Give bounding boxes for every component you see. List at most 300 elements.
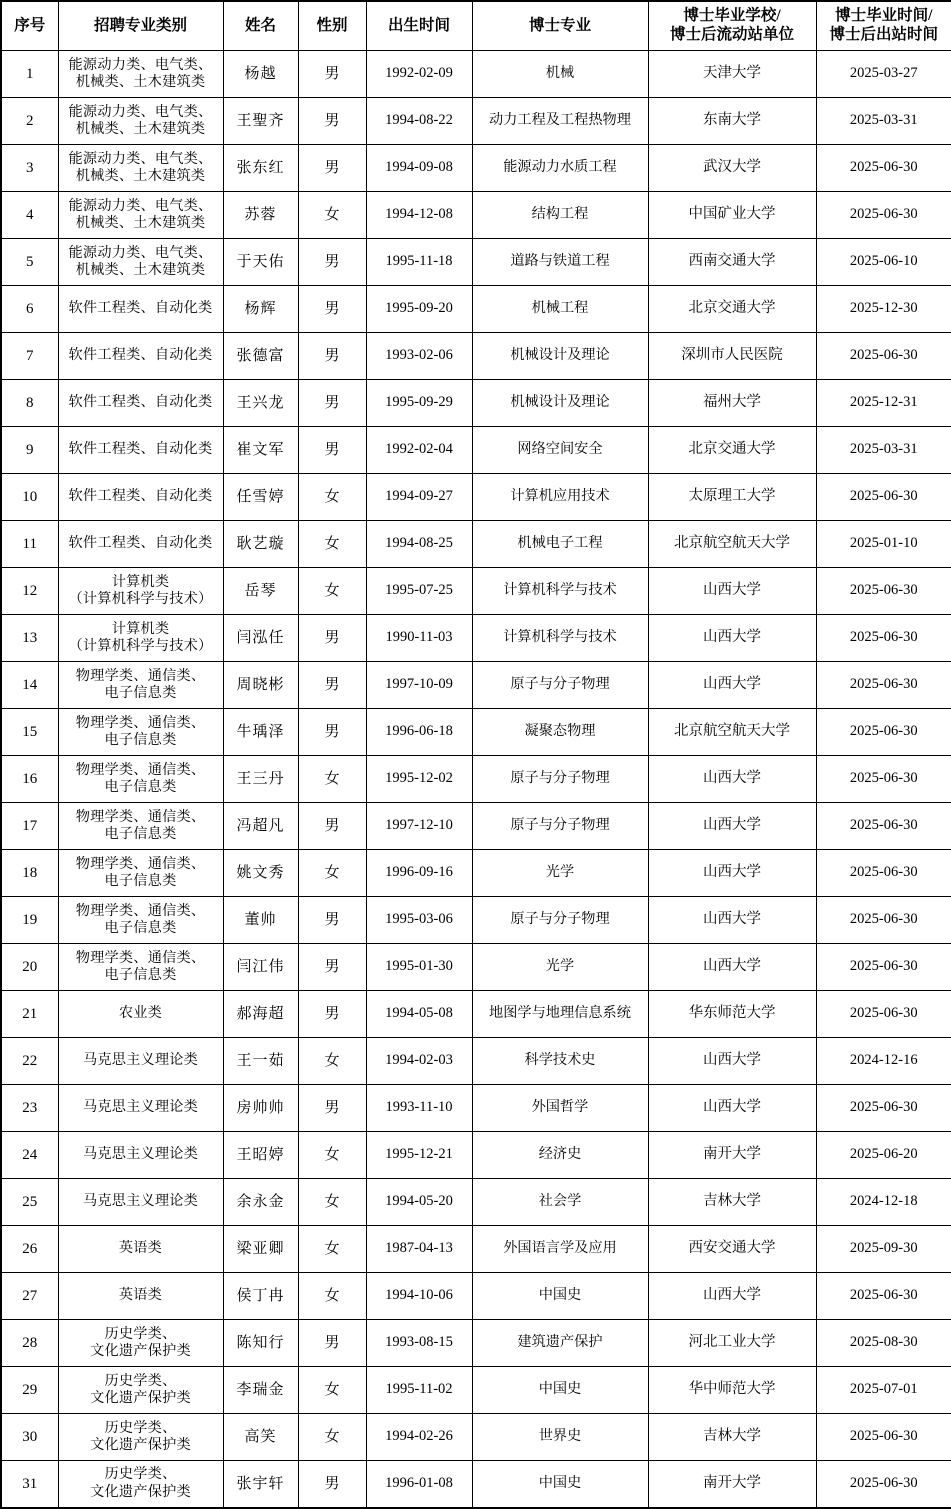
cell-category: [58, 333, 223, 380]
cell-gender: 女: [298, 192, 366, 239]
cell-name: 冯超凡: [223, 803, 298, 850]
cell-name: 侯丁冉: [223, 1273, 298, 1320]
cell-name: 牛瑀泽: [223, 709, 298, 756]
cell-category-line2: （计算机科学与技术）: [68, 591, 213, 607]
cell-major: 机械电子工程: [472, 521, 648, 568]
column-header-school-label-line1: 博士毕业学校/: [683, 7, 781, 25]
table-row: [1, 944, 951, 991]
column-header-name: [223, 1, 298, 51]
cell-category-line1: 能源动力类、电气类、: [68, 56, 213, 73]
cell-major: 机械设计及理论: [472, 380, 648, 427]
cell-category-line1: 历史学类、: [104, 1325, 177, 1342]
cell-major: 机械工程: [472, 286, 648, 333]
cell-birth-date: 1995-09-29: [366, 380, 472, 427]
cell-category: [58, 380, 223, 427]
cell-school: 河北工业大学: [648, 1320, 816, 1367]
cell-category: [58, 239, 223, 286]
cell-school: 福州大学: [648, 380, 816, 427]
cell-category-line2: 机械类、土木建筑类: [75, 215, 206, 231]
table-row: [1, 1132, 951, 1179]
cell-birth-date: 1995-12-21: [366, 1132, 472, 1179]
table-row: [1, 1414, 951, 1461]
cell-name: 杨越: [223, 51, 298, 98]
table-row: [1, 615, 951, 662]
cell-gender: 男: [298, 98, 366, 145]
cell-name: 高笑: [223, 1414, 298, 1461]
table-row: [1, 803, 951, 850]
cell-birth-date: 1994-05-08: [366, 991, 472, 1038]
cell-category: [58, 192, 223, 239]
cell-category-line1: 历史学类、: [104, 1419, 177, 1436]
column-header-school-label-line2: 博士后流动站单位: [669, 26, 794, 43]
cell-school: 南开大学: [648, 1461, 816, 1508]
cell-gender: 男: [298, 427, 366, 474]
cell-graduation-date: 2025-06-30: [816, 662, 951, 709]
cell-category-line1: 物理学类、通信类、: [75, 808, 206, 825]
cell-major: 地图学与地理信息系统: [472, 991, 648, 1038]
cell-category-line1: 马克思主义理论类: [82, 1193, 199, 1210]
cell-category: [58, 803, 223, 850]
column-header-category-label: 招聘专业类别: [93, 16, 187, 34]
table-row: [1, 756, 951, 803]
table-row: [1, 98, 951, 145]
cell-major: 光学: [472, 850, 648, 897]
cell-major: 科学技术史: [472, 1038, 648, 1085]
cell-birth-date: 1994-12-08: [366, 192, 472, 239]
cell-birth-date: 1995-03-06: [366, 897, 472, 944]
cell-school: 北京交通大学: [648, 427, 816, 474]
cell-school: 西南交通大学: [648, 239, 816, 286]
table-row: [1, 51, 951, 98]
cell-category-line1: 马克思主义理论类: [82, 1146, 199, 1163]
cell-category-line1: 能源动力类、电气类、: [68, 103, 213, 120]
cell-school: 山西大学: [648, 944, 816, 991]
column-header-school: [648, 1, 816, 51]
cell-gender: 男: [298, 991, 366, 1038]
cell-gender: 女: [298, 850, 366, 897]
cell-school: 山西大学: [648, 1085, 816, 1132]
cell-birth-date: 1995-07-25: [366, 568, 472, 615]
cell-category-line1: 英语类: [118, 1287, 163, 1304]
table-row: [1, 380, 951, 427]
cell-graduation-date: 2025-06-30: [816, 991, 951, 1038]
cell-major: 中国史: [472, 1461, 648, 1508]
cell-graduation-date: 2025-06-10: [816, 239, 951, 286]
cell-birth-date: 1997-12-10: [366, 803, 472, 850]
cell-category-line1: 计算机类: [111, 620, 170, 637]
cell-name: 岳琴: [223, 568, 298, 615]
cell-name: 姚文秀: [223, 850, 298, 897]
cell-school: 山西大学: [648, 568, 816, 615]
cell-name: 陈知行: [223, 1320, 298, 1367]
cell-category-line1: 软件工程类、自动化类: [68, 488, 213, 505]
cell-index: 28: [1, 1320, 58, 1367]
cell-graduation-date: 2025-06-30: [816, 1085, 951, 1132]
cell-name: 杨辉: [223, 286, 298, 333]
cell-major: 光学: [472, 944, 648, 991]
column-header-index-label: 序号: [14, 16, 46, 34]
cell-category: [58, 1226, 223, 1273]
cell-category-line2: 电子信息类: [104, 826, 177, 842]
table-row: [1, 427, 951, 474]
cell-gender: 男: [298, 286, 366, 333]
cell-index: 17: [1, 803, 58, 850]
cell-index: 3: [1, 145, 58, 192]
cell-gender: 女: [298, 1226, 366, 1273]
cell-gender: 男: [298, 333, 366, 380]
table-row: [1, 1085, 951, 1132]
cell-index: 15: [1, 709, 58, 756]
cell-index: 21: [1, 991, 58, 1038]
cell-graduation-date: 2025-06-30: [816, 333, 951, 380]
cell-name: 董帅: [223, 897, 298, 944]
cell-category-line1: 物理学类、通信类、: [75, 761, 206, 778]
table-row: [1, 145, 951, 192]
cell-category-line2: 文化遗产保护类: [90, 1437, 191, 1453]
cell-graduation-date: 2025-07-01: [816, 1367, 951, 1414]
cell-category-line1: 物理学类、通信类、: [75, 714, 206, 731]
cell-birth-date: 1992-02-09: [366, 51, 472, 98]
cell-major: 凝聚态物理: [472, 709, 648, 756]
cell-gender: 男: [298, 897, 366, 944]
cell-graduation-date: 2025-12-31: [816, 380, 951, 427]
cell-index: 23: [1, 1085, 58, 1132]
cell-birth-date: 1994-05-20: [366, 1179, 472, 1226]
column-header-major-label: 博士专业: [528, 16, 591, 34]
cell-name: 王一茹: [223, 1038, 298, 1085]
table-row: [1, 1179, 951, 1226]
cell-major: 原子与分子物理: [472, 662, 648, 709]
cell-category-line1: 物理学类、通信类、: [75, 902, 206, 919]
cell-graduation-date: 2025-06-30: [816, 944, 951, 991]
cell-major: 外国语言学及应用: [472, 1226, 648, 1273]
table-row: [1, 991, 951, 1038]
cell-category: [58, 662, 223, 709]
cell-school: 深圳市人民医院: [648, 333, 816, 380]
cell-major: 原子与分子物理: [472, 756, 648, 803]
cell-index: 11: [1, 521, 58, 568]
cell-name: 李瑞金: [223, 1367, 298, 1414]
cell-birth-date: 1994-09-08: [366, 145, 472, 192]
cell-major: 建筑遗产保护: [472, 1320, 648, 1367]
cell-birth-date: 1990-11-03: [366, 615, 472, 662]
cell-school: 山西大学: [648, 615, 816, 662]
cell-birth-date: 1994-02-26: [366, 1414, 472, 1461]
cell-category-line1: 能源动力类、电气类、: [68, 197, 213, 214]
cell-gender: 女: [298, 474, 366, 521]
cell-category-line2: 机械类、土木建筑类: [75, 74, 206, 90]
cell-birth-date: 1995-12-02: [366, 756, 472, 803]
cell-gender: 男: [298, 51, 366, 98]
cell-category: [58, 1461, 223, 1508]
cell-birth-date: 1994-08-22: [366, 98, 472, 145]
cell-name: 房帅帅: [223, 1085, 298, 1132]
cell-name: 张德富: [223, 333, 298, 380]
cell-major: 机械: [472, 51, 648, 98]
cell-category-line1: 物理学类、通信类、: [75, 855, 206, 872]
cell-category: [58, 568, 223, 615]
cell-major: 计算机应用技术: [472, 474, 648, 521]
cell-name: 张东红: [223, 145, 298, 192]
cell-category-line2: 机械类、土木建筑类: [75, 168, 206, 184]
table-row: [1, 1461, 951, 1508]
cell-graduation-date: 2025-06-30: [816, 1414, 951, 1461]
cell-index: 12: [1, 568, 58, 615]
cell-birth-date: 1993-11-10: [366, 1085, 472, 1132]
cell-graduation-date: 2025-09-30: [816, 1226, 951, 1273]
table-row: [1, 192, 951, 239]
cell-category-line2: 文化遗产保护类: [90, 1390, 191, 1406]
cell-gender: 女: [298, 568, 366, 615]
column-header-category: [58, 1, 223, 51]
cell-name: 王兴龙: [223, 380, 298, 427]
cell-gender: 男: [298, 1320, 366, 1367]
column-header-major: [472, 1, 648, 51]
cell-index: 10: [1, 474, 58, 521]
cell-school: 南开大学: [648, 1132, 816, 1179]
table-header-row: [1, 1, 951, 51]
cell-gender: 女: [298, 1273, 366, 1320]
column-header-birth-label: 出生时间: [387, 16, 450, 34]
cell-index: 8: [1, 380, 58, 427]
cell-index: 30: [1, 1414, 58, 1461]
cell-name: 梁亚卿: [223, 1226, 298, 1273]
cell-index: 6: [1, 286, 58, 333]
cell-name: 王聖齐: [223, 98, 298, 145]
cell-name: 耿艺璇: [223, 521, 298, 568]
cell-category-line1: 历史学类、: [104, 1466, 177, 1483]
cell-gender: 男: [298, 1461, 366, 1508]
cell-graduation-date: 2025-06-30: [816, 850, 951, 897]
column-header-name-label: 姓名: [244, 16, 276, 34]
table-row: [1, 1038, 951, 1085]
cell-category-line1: 计算机类: [111, 573, 170, 590]
table-row: [1, 709, 951, 756]
cell-school: 太原理工大学: [648, 474, 816, 521]
cell-name: 王三丹: [223, 756, 298, 803]
cell-graduation-date: 2025-06-30: [816, 474, 951, 521]
cell-gender: 女: [298, 1414, 366, 1461]
cell-category-line1: 软件工程类、自动化类: [68, 300, 213, 317]
cell-index: 29: [1, 1367, 58, 1414]
column-header-gender: [298, 1, 366, 51]
cell-category: [58, 850, 223, 897]
cell-school: 华中师范大学: [648, 1367, 816, 1414]
cell-school: 山西大学: [648, 1038, 816, 1085]
cell-category-line2: 文化遗产保护类: [90, 1483, 191, 1500]
cell-graduation-date: 2025-06-30: [816, 756, 951, 803]
cell-major: 中国史: [472, 1367, 648, 1414]
cell-school: 山西大学: [648, 897, 816, 944]
cell-birth-date: 1994-08-25: [366, 521, 472, 568]
cell-index: 14: [1, 662, 58, 709]
cell-gender: 女: [298, 1367, 366, 1414]
cell-birth-date: 1994-02-03: [366, 1038, 472, 1085]
cell-category: [58, 1273, 223, 1320]
cell-category: [58, 286, 223, 333]
cell-category: [58, 709, 223, 756]
table-body: [1, 51, 951, 1508]
cell-gender: 男: [298, 709, 366, 756]
cell-birth-date: 1994-09-27: [366, 474, 472, 521]
cell-birth-date: 1996-06-18: [366, 709, 472, 756]
cell-name: 闫江伟: [223, 944, 298, 991]
cell-category: [58, 756, 223, 803]
cell-category: [58, 897, 223, 944]
cell-graduation-date: 2025-06-30: [816, 192, 951, 239]
cell-major: 社会学: [472, 1179, 648, 1226]
cell-index: 25: [1, 1179, 58, 1226]
cell-category-line2: 文化遗产保护类: [90, 1343, 191, 1359]
cell-index: 18: [1, 850, 58, 897]
cell-category: [58, 1320, 223, 1367]
cell-major: 机械设计及理论: [472, 333, 648, 380]
cell-gender: 男: [298, 615, 366, 662]
cell-graduation-date: 2025-03-27: [816, 51, 951, 98]
cell-gender: 女: [298, 1038, 366, 1085]
cell-category-line2: 电子信息类: [104, 873, 177, 889]
cell-major: 原子与分子物理: [472, 897, 648, 944]
cell-school: 吉林大学: [648, 1179, 816, 1226]
cell-major: 道路与铁道工程: [472, 239, 648, 286]
cell-birth-date: 1993-02-06: [366, 333, 472, 380]
cell-birth-date: 1995-11-18: [366, 239, 472, 286]
column-header-graduation-label-line1: 博士毕业时间/: [835, 7, 933, 25]
table-row: [1, 474, 951, 521]
cell-name: 王昭婷: [223, 1132, 298, 1179]
cell-index: 24: [1, 1132, 58, 1179]
cell-gender: 女: [298, 521, 366, 568]
cell-index: 4: [1, 192, 58, 239]
cell-index: 9: [1, 427, 58, 474]
cell-major: 能源动力水质工程: [472, 145, 648, 192]
table-row: [1, 1320, 951, 1367]
cell-category-line1: 能源动力类、电气类、: [68, 150, 213, 167]
cell-birth-date: 1993-08-15: [366, 1320, 472, 1367]
cell-category-line1: 英语类: [118, 1240, 163, 1257]
cell-index: 5: [1, 239, 58, 286]
cell-graduation-date: 2025-06-30: [816, 615, 951, 662]
cell-category-line1: 软件工程类、自动化类: [68, 347, 213, 364]
cell-major: 动力工程及工程热物理: [472, 98, 648, 145]
cell-name: 周晓彬: [223, 662, 298, 709]
cell-birth-date: 1996-01-08: [366, 1461, 472, 1508]
cell-graduation-date: 2025-06-30: [816, 1461, 951, 1508]
cell-category-line1: 物理学类、通信类、: [75, 949, 206, 966]
cell-gender: 男: [298, 239, 366, 286]
cell-index: 2: [1, 98, 58, 145]
column-header-graduation-label-line2: 博士后出站时间: [829, 26, 938, 43]
cell-gender: 女: [298, 756, 366, 803]
cell-category-line1: 历史学类、: [104, 1372, 177, 1389]
table-row: [1, 286, 951, 333]
cell-birth-date: 1997-10-09: [366, 662, 472, 709]
cell-category-line2: 电子信息类: [104, 920, 177, 936]
table-row: [1, 1273, 951, 1320]
cell-school: 山西大学: [648, 803, 816, 850]
cell-school: 北京航空航天大学: [648, 521, 816, 568]
cell-name: 苏蓉: [223, 192, 298, 239]
cell-major: 结构工程: [472, 192, 648, 239]
column-header-birth: [366, 1, 472, 51]
cell-category: [58, 145, 223, 192]
cell-category-line2: 电子信息类: [104, 967, 177, 983]
cell-birth-date: 1992-02-04: [366, 427, 472, 474]
cell-index: 20: [1, 944, 58, 991]
cell-category-line2: 电子信息类: [104, 685, 177, 701]
cell-gender: 男: [298, 944, 366, 991]
cell-category-line1: 能源动力类、电气类、: [68, 244, 213, 261]
column-header-graduation: [816, 1, 951, 51]
cell-index: 1: [1, 51, 58, 98]
cell-gender: 男: [298, 1085, 366, 1132]
cell-gender: 男: [298, 380, 366, 427]
column-header-index: [1, 1, 58, 51]
cell-birth-date: 1996-09-16: [366, 850, 472, 897]
cell-category: [58, 944, 223, 991]
cell-major: 原子与分子物理: [472, 803, 648, 850]
cell-graduation-date: 2025-06-30: [816, 897, 951, 944]
cell-category-line2: 机械类、土木建筑类: [75, 121, 206, 137]
cell-school: 东南大学: [648, 98, 816, 145]
cell-birth-date: 1994-10-06: [366, 1273, 472, 1320]
cell-school: 武汉大学: [648, 145, 816, 192]
cell-graduation-date: 2025-01-10: [816, 521, 951, 568]
cell-graduation-date: 2025-03-31: [816, 98, 951, 145]
cell-graduation-date: 2025-06-30: [816, 145, 951, 192]
cell-category-line1: 马克思主义理论类: [82, 1052, 199, 1069]
cell-gender: 男: [298, 803, 366, 850]
cell-category-line2: 电子信息类: [104, 779, 177, 795]
cell-index: 27: [1, 1273, 58, 1320]
column-header-gender-label: 性别: [316, 16, 348, 34]
cell-index: 26: [1, 1226, 58, 1273]
cell-gender: 男: [298, 662, 366, 709]
cell-school: 西安交通大学: [648, 1226, 816, 1273]
cell-birth-date: 1995-01-30: [366, 944, 472, 991]
cell-major: 网络空间安全: [472, 427, 648, 474]
cell-name: 于天佑: [223, 239, 298, 286]
cell-graduation-date: 2025-06-30: [816, 803, 951, 850]
cell-major: 世界史: [472, 1414, 648, 1461]
cell-name: 张宇轩: [223, 1461, 298, 1508]
cell-gender: 女: [298, 1179, 366, 1226]
cell-category-line1: 软件工程类、自动化类: [68, 535, 213, 552]
cell-graduation-date: 2025-06-20: [816, 1132, 951, 1179]
cell-index: 16: [1, 756, 58, 803]
cell-category: [58, 1038, 223, 1085]
cell-category-line2: 电子信息类: [104, 732, 177, 748]
cell-category: [58, 1085, 223, 1132]
table-row: [1, 333, 951, 380]
cell-school: 天津大学: [648, 51, 816, 98]
cell-category: [58, 1132, 223, 1179]
cell-name: 任雪婷: [223, 474, 298, 521]
cell-school: 华东师范大学: [648, 991, 816, 1038]
cell-index: 22: [1, 1038, 58, 1085]
cell-major: 计算机科学与技术: [472, 615, 648, 662]
table-row: [1, 239, 951, 286]
cell-major: 经济史: [472, 1132, 648, 1179]
cell-school: 吉林大学: [648, 1414, 816, 1461]
cell-graduation-date: 2025-08-30: [816, 1320, 951, 1367]
cell-category: [58, 1414, 223, 1461]
cell-graduation-date: 2025-03-31: [816, 427, 951, 474]
cell-major: 中国史: [472, 1273, 648, 1320]
cell-category: [58, 427, 223, 474]
cell-gender: 男: [298, 145, 366, 192]
cell-graduation-date: 2025-06-30: [816, 1273, 951, 1320]
